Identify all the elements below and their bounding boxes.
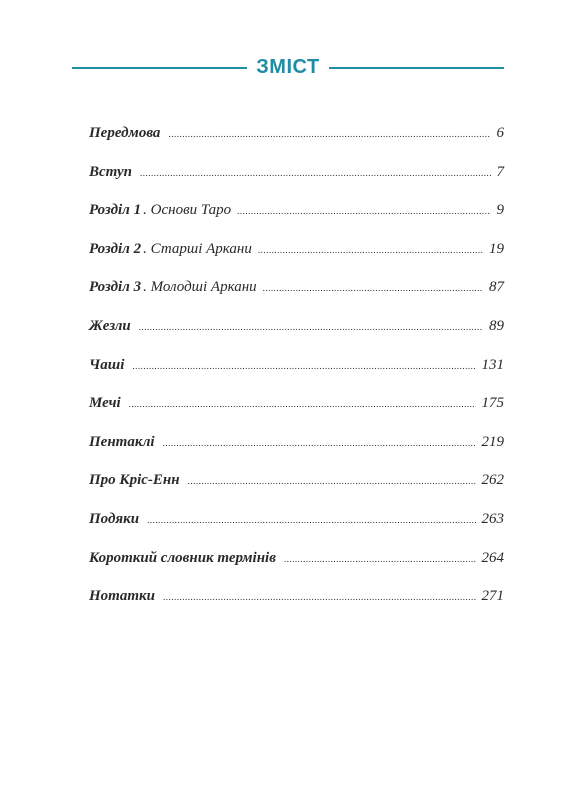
toc-entry-title: Короткий словник термінів (89, 549, 276, 566)
toc-leader-dots (258, 239, 483, 261)
toc-leader-dots (237, 200, 490, 222)
toc-entry-subtitle: . Основи Таро (143, 202, 232, 219)
toc-entry-title: Жезли (89, 317, 131, 334)
toc-entry-subtitle: . Молодші Аркани (143, 279, 257, 296)
toc-leader-dots (163, 432, 476, 454)
toc-entry (89, 122, 504, 161)
toc-entry-title: Про Кріс-Енн (89, 472, 180, 489)
toc-leader-dots (163, 586, 476, 608)
header-rule-right (329, 67, 504, 69)
toc-header (72, 56, 504, 78)
toc-entry-page: 219 (481, 433, 504, 450)
toc-entry-title: Подяки (89, 510, 140, 527)
page-title: ЗМІСТ (256, 56, 320, 78)
toc-leader-dots (188, 470, 476, 492)
toc-entry (89, 469, 504, 508)
toc-leader-dots (263, 277, 483, 299)
toc-entry-title: Розділ 3 (89, 279, 142, 296)
header-rule-left (72, 67, 247, 69)
toc-entry-subtitle: . Старші Аркани (143, 240, 252, 257)
toc-entry-title: Чаші (89, 356, 125, 373)
toc-entry-title: Вступ (89, 163, 132, 180)
toc-leader-dots (284, 548, 476, 570)
toc-entry (89, 276, 504, 315)
toc-leader-dots (168, 123, 490, 145)
toc-entry-page: 89 (489, 317, 504, 334)
toc-leader-dots (147, 509, 475, 531)
toc-entry-page: 131 (481, 356, 504, 373)
toc-entry-title: Пентаклі (89, 433, 155, 450)
toc-entry (89, 354, 504, 393)
toc-entry (89, 508, 504, 547)
toc-entry-title: Нотатки (89, 588, 155, 605)
toc-leader-dots (139, 316, 483, 338)
toc-entry (89, 547, 504, 586)
toc-entry-page: 262 (481, 472, 504, 489)
toc-entry (89, 238, 504, 277)
toc-entry-page: 271 (481, 588, 504, 605)
toc-entry-page: 87 (489, 279, 504, 296)
toc-entry (89, 585, 504, 624)
toc-entry-page: 263 (481, 510, 504, 527)
toc-leader-dots (140, 162, 491, 184)
toc-entry (89, 161, 504, 200)
toc-entry-page: 264 (481, 549, 504, 566)
toc-entry-page: 9 (496, 202, 504, 219)
table-of-contents (89, 122, 504, 624)
toc-entry (89, 392, 504, 431)
toc-entry (89, 199, 504, 238)
toc-entry-page: 6 (496, 125, 504, 141)
toc-entry-title: Розділ 1 (89, 202, 142, 219)
toc-entry-title: Передмова (89, 125, 161, 141)
toc-entry-title: Мечі (89, 395, 121, 412)
toc-leader-dots (132, 355, 475, 377)
toc-entry (89, 315, 504, 354)
toc-leader-dots (129, 393, 476, 415)
toc-entry-title: Розділ 2 (89, 240, 142, 257)
toc-entry-page: 175 (481, 395, 504, 412)
toc-entry-page: 19 (489, 240, 504, 257)
toc-entry (89, 431, 504, 470)
toc-entry-page: 7 (496, 163, 504, 180)
